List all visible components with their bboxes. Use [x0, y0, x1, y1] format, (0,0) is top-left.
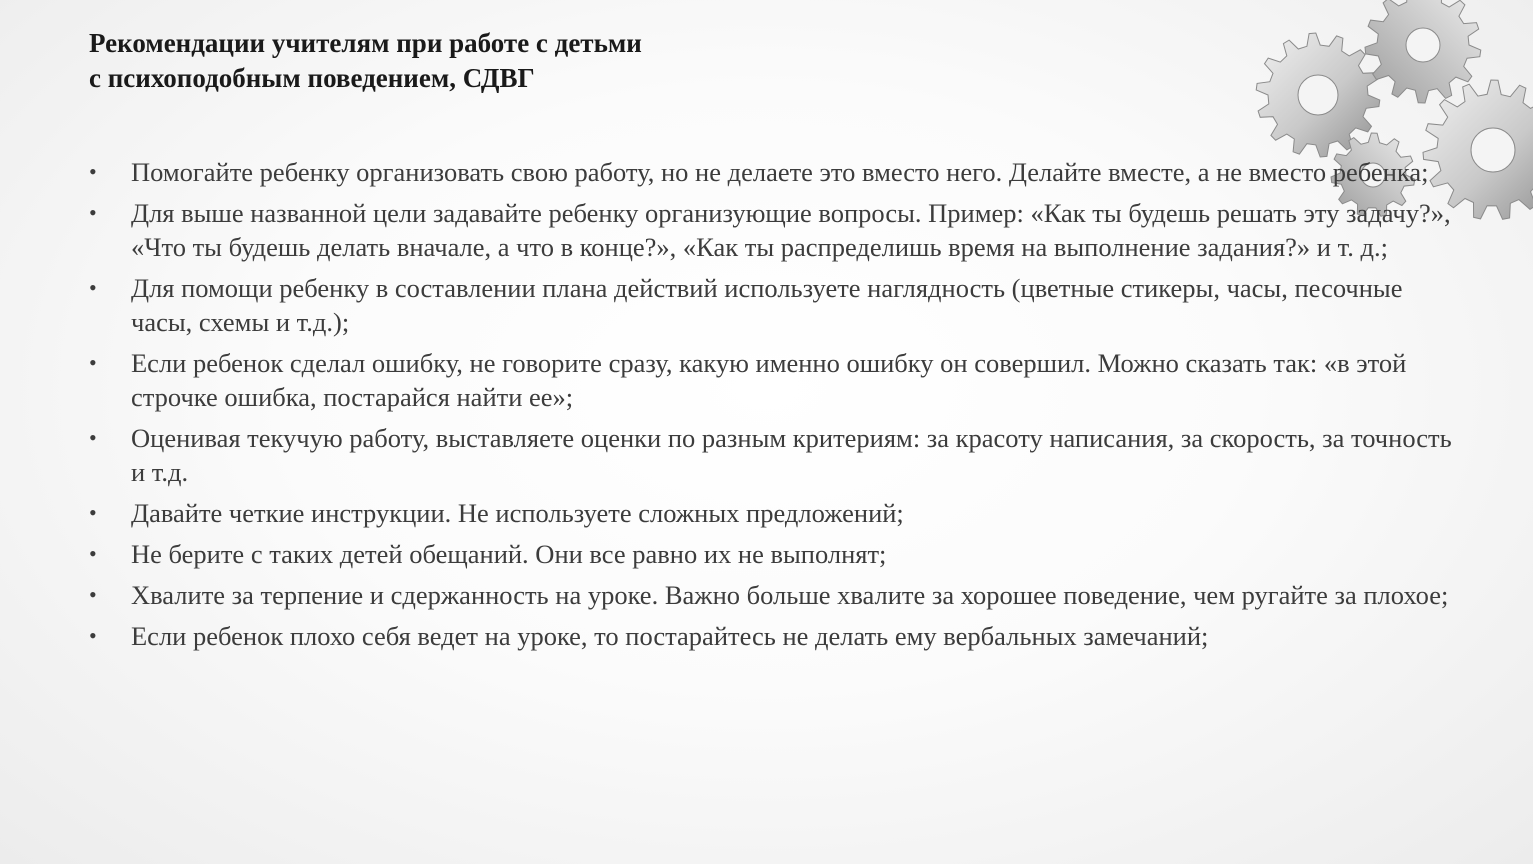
bullet-icon: • [89, 159, 97, 184]
gear-large-hole [1298, 75, 1338, 115]
list-item-text: Помогайте ребенку организовать свою работу, но не делаете это вместо него. Делайте вместе, а не вместо ребенка; [131, 157, 1429, 187]
title-line-1: Рекомендации учителям при работе с детьми [89, 28, 642, 58]
list-item-text: Если ребенок сделал ошибку, не говорите сразу, какую именно ошибку он совершил. Можно сказать так: «в этой строчке ошибка, постарайся найти ее»; [131, 348, 1407, 412]
list-item [89, 578, 1459, 612]
list-item [89, 346, 1459, 414]
list-item [89, 537, 1459, 571]
gear-top-hole [1406, 28, 1440, 62]
bullet-icon: • [89, 541, 97, 566]
slide-title [89, 26, 1189, 96]
list-item [89, 155, 1459, 189]
recommendations-list [89, 155, 1459, 660]
bullet-icon: • [89, 200, 97, 225]
list-item-text: Не берите с таких детей обещаний. Они все равно их не выполнят; [131, 539, 887, 569]
bullet-icon: • [89, 275, 97, 300]
list-item [89, 421, 1459, 489]
list-item [89, 196, 1459, 264]
list-item [89, 271, 1459, 339]
list-item-text: Если ребенок плохо себя ведет на уроке, то постарайтесь не делать ему вербальных замечаний; [131, 621, 1209, 651]
list-item [89, 619, 1459, 653]
list-item-text: Хвалите за терпение и сдержанность на уроке. Важно больше хвалите за хорошее поведение, чем ругайте за плохое; [131, 580, 1449, 610]
gear-right-hole [1471, 128, 1515, 172]
title-line-2: с психоподобным поведением, СДВГ [89, 63, 535, 93]
list-item-text: Оценивая текучую работу, выставляете оценки по разным критериям: за красоту написания, за скорость, за точность и т.д. [131, 423, 1452, 487]
bullet-icon: • [89, 582, 97, 607]
list-item-text: Для помощи ребенку в составлении плана действий используете наглядность (цветные стикеры, часы, песочные часы, схемы и т.д.); [131, 273, 1403, 337]
bullet-icon: • [89, 350, 97, 375]
bullet-icon: • [89, 425, 97, 450]
list-item [89, 496, 1459, 530]
list-item-text: Давайте четкие инструкции. Не используете сложных предложений; [131, 498, 904, 528]
list-item-text: Для выше названной цели задавайте ребенку организующие вопросы. Пример: «Как ты будешь решать эту задачу?», «Что ты будешь делать вначале, а что в конце?», «Как ты распределишь время на выполнение задания?» и т. д.; [131, 198, 1451, 262]
bullet-icon: • [89, 623, 97, 648]
bullet-icon: • [89, 500, 97, 525]
